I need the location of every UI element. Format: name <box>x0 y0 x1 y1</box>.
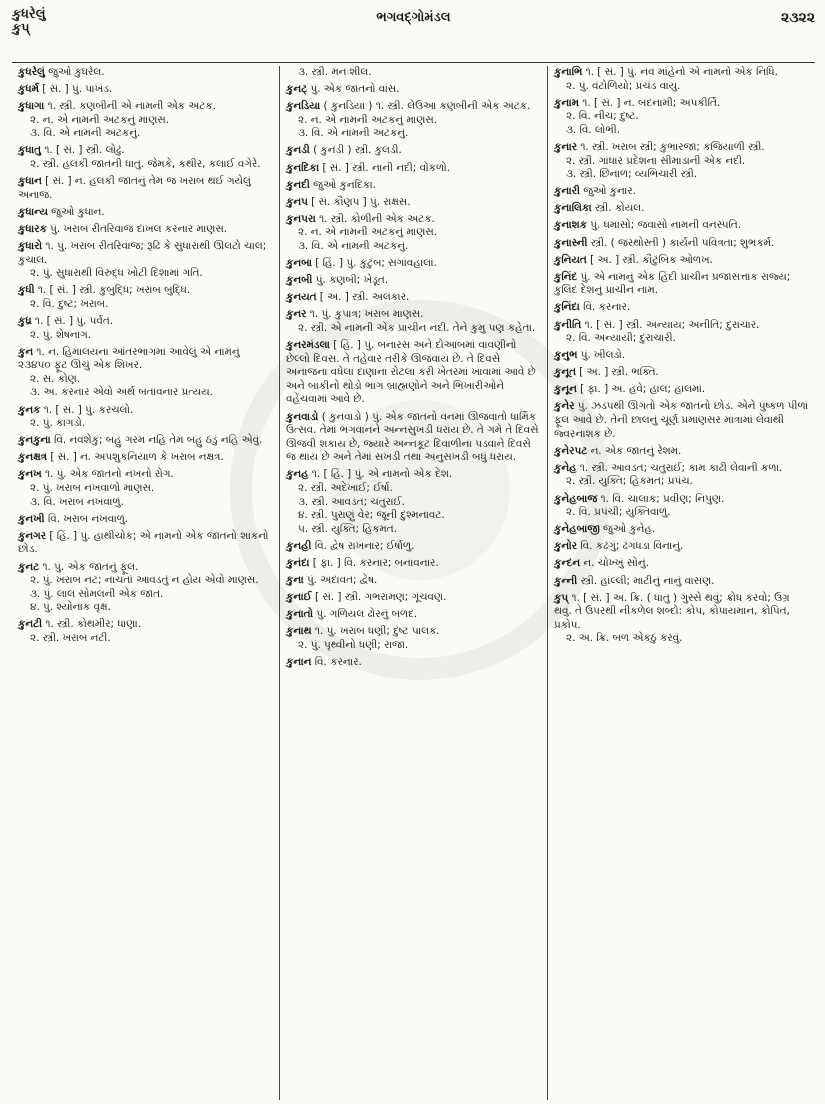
dictionary-entry <box>18 451 273 465</box>
headword: કુનાતો <box>286 608 314 621</box>
headword: કુનૂત <box>554 366 576 379</box>
headword: કુનરમંડલા <box>286 339 330 352</box>
headword: કુનેર <box>554 400 575 413</box>
dictionary-entry <box>18 100 273 141</box>
headword: કુનંદા <box>286 557 310 569</box>
headword: કુનાભિ <box>554 66 583 78</box>
headword: કુધરેલું <box>18 66 45 78</box>
dictionary-entry <box>18 561 273 615</box>
definition: ૧. સ્ત્રી. કણબીની એ નામની એક અટક. <box>47 100 216 113</box>
definition: ૧. [ હિં. ] પું. એ નામનો એક દેશ. <box>311 468 453 481</box>
headword: કુપ્ <box>554 591 569 604</box>
definition: ૧. પું. કુપાત્ર; ખરાબ માણસ. <box>309 308 424 321</box>
definition: ૧. પું. એક જાતનું ફૂલ. <box>42 560 139 573</box>
definition: [ અ. ] સ્ત્રી. ભક્તિ. <box>579 366 659 379</box>
definition: વિ. કરનાર. <box>583 301 631 314</box>
sub-definition: ૪. પું. શ્યોનાક વૃક્ષ. <box>30 601 111 614</box>
definition: જુઓ કુનેહ. <box>603 523 656 536</box>
dictionary-entry <box>554 97 809 138</box>
dictionary-entry <box>286 468 541 536</box>
dictionary-entry <box>286 591 541 605</box>
dictionary-entry <box>18 175 273 202</box>
sub-definition: ૨. પું. પૃથ્વીનો ધણી; રાજા. <box>298 638 409 651</box>
headword: કુનામ <box>554 96 579 109</box>
definition: ૧. [ સં. ] સ્ત્રી. કુબુદ્ધિ; ખરાબ બુદ્ધિ. <box>37 284 191 297</box>
headword: કુનૂન <box>554 383 577 396</box>
headword: કુનયત <box>286 291 317 304</box>
definition: પું. ઝડપથી ઊગતો એક જાતનો છોડ. એને પુષ્કળ પીળાં ફૂલ આવે છે. તેની છાલનું ચૂર્ણ પ્રમાણસર માત્રામાં લેવાથી જ્વરનાશક છે. <box>554 400 809 440</box>
headword: કુનાશક <box>554 219 587 232</box>
dictionary-entry <box>18 404 273 431</box>
dictionary-entry <box>554 254 809 268</box>
definition: પું. અદાવત; દ્વેષ. <box>306 574 378 587</box>
sub-definition: ૨. પું. ખરાબ નટ; નાચતાં આવડતું ન હોય એવો માણસ. <box>30 574 259 587</box>
sub-definition: ૨. સ. કોણ. <box>30 372 81 385</box>
dictionary-entry <box>286 274 541 288</box>
definition: [ અ. ] સ્ત્રી. કૌટુંબિક ઓળખ. <box>590 253 713 266</box>
headword: કુનેહબાજ <box>554 492 598 505</box>
definition: વિ. ખરાબ નખવાળું. <box>47 512 129 525</box>
column-1 <box>12 66 279 1100</box>
sub-definition: ૨. વિ. નીચ; દુષ્ટ. <box>566 110 639 123</box>
dictionary-entry <box>554 445 809 459</box>
headword: કુનિંદ <box>554 270 578 283</box>
headword: કુનોર <box>554 540 578 553</box>
dictionary-entry <box>18 144 273 171</box>
headword: કુધાન <box>18 175 42 188</box>
definition: ૧. [ સં. ] અ. ક્રિ. ( ધાતુ ) ગુસ્સે થવું; ક્રોધ કરવો; ઉગ્ર થવું. તે ઉપરથી નીકળેલ શબ્દો: કોપ, કોપાયમાન, કોપિત, પ્રકોપ. <box>554 591 790 631</box>
definition: સ્ત્રી. હાંલ્લી; માટીનું નાનું વાસણ. <box>580 574 715 587</box>
definition: ૧. સ્ત્રી. કોળીની એક અટક. <box>319 212 435 225</box>
sub-definition: ૩. વિ. ખરાબ નખવાળું. <box>30 495 124 508</box>
definition: [ સં. ] ન. હલકી જાતનું તેમ જ ખરાબ થઈ ગયેલું અનાજ. <box>18 175 251 201</box>
dictionary-entry <box>286 540 541 554</box>
definition: ૧. સ્ત્રી. ખરાબ સ્ત્રી; કુભારજા; કજિયાળી સ્ત્રી. <box>580 140 765 153</box>
headword: કુનેહબાજી <box>554 523 600 536</box>
dictionary-entry <box>18 206 273 220</box>
column-3 <box>547 66 815 1100</box>
definition: પું. ધમાસો; જવાસો નામની વનસ્પતિ. <box>590 219 742 232</box>
dictionary-entry <box>554 202 809 216</box>
dictionary-entry <box>18 223 273 237</box>
definition: ૧. ન. હિમાલયના આંતરભાગમાં આવેલું એ નામનું ૨૩૪૫૦ ફૂટ ઊંચું એક શિખર. <box>18 345 240 372</box>
sub-definition: ૨. પું. શેષનાગ. <box>30 328 92 341</box>
definition: વિ. કઢંગું; ઢંગધડા વિનાનું. <box>580 540 684 553</box>
sub-definition: ૩. વિ. એ નામની અટકનું. <box>298 127 409 140</box>
sub-definition: ૩. સ્ત્રી. છિનાળ; વ્યભિચારી સ્ત્રી. <box>566 168 698 181</box>
dictionary-entry <box>286 100 541 141</box>
headword: કુનક <box>18 403 41 416</box>
definition: પું. એક જાતનો વાંસ. <box>310 83 400 96</box>
dictionary-entry <box>554 400 809 441</box>
dictionary-entry <box>286 196 541 210</box>
definition: જુઓ કુધાન. <box>51 205 105 218</box>
headword: કુનહી <box>286 539 312 552</box>
headword: કુનુભ <box>554 349 578 362</box>
sub-definition: ૩. અ. કરનાર એવો અર્થ બતાવનાર પ્રત્યય. <box>30 386 213 399</box>
dictionary-entry <box>18 346 273 400</box>
definition: ૧. સ્ત્રી. કોથમીર; ધાણા. <box>45 618 142 631</box>
dictionary-entry <box>18 284 273 311</box>
dictionary-entry <box>554 349 809 363</box>
dictionary-entry <box>286 257 541 271</box>
headword: કુનેહ <box>554 461 577 474</box>
sub-definition: ૩. પું. લાલ સોમલની એક જાત. <box>30 587 164 600</box>
headword: કુનાર <box>554 140 577 153</box>
dictionary-entry <box>18 240 273 281</box>
definition: ૧. [ સં. ] સ્ત્રી. અન્યાય; અનીતિ; દુરાચાર. <box>584 318 760 331</box>
definition: પું. ગળિયલ ઢોરનું બળદ. <box>316 608 418 621</box>
definition: [ ફા. ] વિ. કરનાર; બનાવનાર. <box>312 557 439 569</box>
headword: કુનાન <box>286 656 312 669</box>
dictionary-entry <box>554 185 809 199</box>
headword: કુનાલિકા <box>554 202 592 215</box>
dictionary-entry <box>554 493 809 520</box>
headword: કુનીતિ <box>554 318 582 331</box>
sub-definition: ૨. પું. ખરાબ નખવાળો માણસ. <box>30 482 155 495</box>
headword: કુનારી <box>554 185 580 198</box>
definition: પું. ખીલડો. <box>580 349 626 362</box>
dictionary-entry <box>18 83 273 97</box>
page-title: ભગવદ્ગોમંડલ <box>376 10 451 25</box>
definition: ૧. સ્ત્રી. આવડત; ચતુરાઈ; કામ કાઢી લેવાની કળા. <box>579 461 783 474</box>
definition: વિ. કરનાર. <box>314 656 362 669</box>
dictionary-entry <box>18 513 273 527</box>
definition: ૧. [ સં. ] સ્ત્રી. લોઢું. <box>44 144 125 157</box>
dictionary-entry <box>286 308 541 335</box>
headword: કુનટ્ <box>286 83 308 96</box>
dictionary-entry <box>286 557 541 571</box>
dictionary-entry <box>18 530 273 557</box>
dictionary-entry <box>554 540 809 554</box>
dictionary-entry <box>286 213 541 254</box>
definition: સ્ત્રી. કોયલ. <box>595 202 645 215</box>
headword: કુનિંદા <box>554 301 580 314</box>
guide-word-top: કુધરેલું <box>12 7 46 22</box>
dictionary-entry <box>554 319 809 346</box>
definition: [ અ. ] સ્ત્રી. અલંકાર. <box>319 291 410 304</box>
headword: કુનિયત <box>554 253 587 266</box>
definition: ન. ચોખ્ખું સોનું. <box>583 557 649 570</box>
definition: ૧. પું. એક જાતનો નખનો રોગ. <box>44 468 174 481</box>
headword: કુનદી <box>286 178 310 191</box>
sub-definition: ૨. ન. એ નામની અટકનું માણસ. <box>298 113 438 126</box>
headword: કુધાતુ <box>18 144 42 157</box>
dictionary-entry <box>18 434 273 448</box>
guide-word-bottom: કુપ્ <box>12 21 30 36</box>
dictionary-entry <box>286 144 541 158</box>
headword: કુન્ની <box>554 574 578 587</box>
column-2 <box>279 66 547 1100</box>
sub-definition: ૩. વિ. એ નામની અટકનું. <box>30 127 141 140</box>
definition: પું. એ નામનું એક હિંદી પ્રાચીન પ્રજાસત્તાક રાજ્ય; કુલિંદ દેશનું પ્રાચીન નામ. <box>554 270 791 297</box>
page-number: ૨૩૨૨ <box>781 10 815 26</box>
definition: જુઓ કુધરેલ. <box>48 66 105 78</box>
definition: [ સં. ] સ્ત્રી. ગભરામણ; ગૂંચવણ. <box>314 591 447 604</box>
headword: કુનગર <box>18 529 47 542</box>
headword: કુનપરા <box>286 212 316 225</box>
definition: પું. ખરાબ રીતરિવાજ દાખલ કરનાર માણસ. <box>50 222 228 235</box>
sub-definition: ૨. ન. એ નામની અટકનું માણસ. <box>298 226 438 239</box>
definition: [ સં. ] પું. પાખંડ. <box>42 83 113 96</box>
headword: કુધાન્ય <box>18 205 48 218</box>
definition: [ ફા. ] અ. હવે; હાલ; હાલમાં. <box>580 383 706 396</box>
definition: જુઓ કુનાર. <box>583 185 636 198</box>
dictionary-entry <box>18 315 273 342</box>
headword: કુનખી <box>18 512 45 525</box>
dictionary-entry <box>554 575 809 589</box>
dictionary-entry <box>554 301 809 315</box>
definition: સ્ત્રી. ( જરથોસ્તી ) કાર્યની પવિત્રતા; શુભકર્મ. <box>590 236 775 249</box>
headword: કુધી <box>18 284 35 297</box>
definition: ( કુનવાડો ) પું. એક જાતનો વનમાં ઊજવાતો ધાર્મિક ઉત્સવ. તેમાં ભગવાનને અન્નસુખડી ધરાય છે. તે ગમે તે દિવસે ઊજવી શકાય છે, જ્યારે અન્નકૂટ દિવાળીના પડવાને દિવસે જ થાય છે અને તેમાં સખડી તથા અનુસખડી બધું ધરાય. <box>286 410 539 464</box>
dictionary-entry <box>554 219 809 233</box>
headword: કુના <box>286 574 304 587</box>
definition: [ સં. કૌણપ ] પું. રાક્ષસ. <box>311 195 411 208</box>
definition: ( કુનડિયા ) ૧. સ્ત્રી. લેઉઆ કણબીની એક અટક. <box>323 100 531 113</box>
headword: કુન <box>18 345 34 358</box>
dictionary-entry <box>286 656 541 670</box>
headword: કુનેરપટ <box>554 444 588 457</box>
definition: વિ. દ્વેષ રાખનાર; ઈર્ષાળુ. <box>314 539 415 552</box>
dictionary-entry <box>286 574 541 588</box>
headword: કુનવાડો <box>286 410 319 423</box>
dictionary-entry <box>554 271 809 298</box>
headword: કુનખ <box>18 468 42 481</box>
definition: [ હિં. ] પું. બનારસ અને દોઆબમાં વાવણીનો છેલ્લો દિવસ. તે તહેવાર તરીકે ઊજવાય છે. તે દિવસે અનાજના વધેલા દાણાના રોટલા કરી ખેતરમાં ખાવામાં આવે છે અને બાકીનો થોડો ભાગ બ્રાહ્મણોને અને ભિખારીઓને વહેંચવામાં આવે છે. <box>286 339 536 406</box>
page-header <box>12 8 815 34</box>
sub-definition: ૨. સ્ત્રી. એ નામની એક પ્રાચીન નદી. તેને કુમુ પણ કહેતા. <box>298 322 536 334</box>
definition: પું. કણબી; ખેડૂત. <box>315 274 389 287</box>
definition: ૧. [ સં. ] પું. કરચલો. <box>43 403 134 416</box>
dictionary-entry <box>18 66 273 80</box>
dictionary-columns <box>12 66 815 1100</box>
dictionary-entry <box>554 523 809 537</box>
dictionary-entry <box>286 625 541 652</box>
headword: કુનદિકા <box>286 161 320 174</box>
sub-definition: ૨. વિ. દુષ્ટ; ખરાબ. <box>30 297 109 310</box>
sub-definition: ૩. વિ. લોભી. <box>566 123 620 136</box>
definition: ન. એક જાતનું રેશમ. <box>590 444 682 457</box>
sub-definition: ૨. સ્ત્રી. યુક્તિ; હિકમત; પ્રપંચ. <box>566 475 693 488</box>
sub-definition: ૨. સ્ત્રી. અદેખાઈ; ઈર્ષા. <box>298 482 393 495</box>
definition: ૧. [ સં. ] પું. નવ માંહેનો એ નામનો એક નિધિ. <box>585 66 778 78</box>
headword: કુધ્ર <box>18 315 32 327</box>
headword: કુધાગા <box>18 100 45 113</box>
headword: કુનપ <box>286 195 308 208</box>
dictionary-entry <box>554 592 809 646</box>
headword: કુન્દન <box>554 557 581 570</box>
dictionary-entry <box>554 383 809 397</box>
dictionary-entry <box>18 618 273 645</box>
definition: ૧. પું. ખરાબ રીતરિવાજ; રૂઢિ કે સુધારાથી ઊલટો ચાલ; કુચાલ. <box>18 240 267 266</box>
sub-definition: ૨. સ્ત્રી. ખરાબ નટી. <box>30 631 111 644</box>
definition: [ સં. ] ન. અપશુકનિયાળ કે ખરાબ નક્ષત્ર. <box>50 451 224 464</box>
sub-definition: ૨. સ્ત્રી. હલકી જાતની ધાતુ. જેમકે, કથીર, કલાઈ વગેરે. <box>30 158 261 171</box>
headword: કુનાઈ <box>286 591 312 604</box>
sub-definition: ૨. ન. એ નામની અટકનું માણસ. <box>30 113 170 126</box>
dictionary-entry <box>286 66 541 80</box>
dictionary-entry <box>554 557 809 571</box>
sub-definition: ૨. પું. કાગડો. <box>30 417 86 430</box>
dictionary-entry <box>554 462 809 489</box>
sub-definition: ૨. અ. ક્રિ. બળ એકઠું કરવું. <box>566 632 683 645</box>
definition: ૧. [ સં. ] ન. બદનામી; અપકીર્તિ. <box>582 96 721 109</box>
header-rule <box>12 62 815 63</box>
headword: કુધારક <box>18 222 47 235</box>
sub-definition: ૨. વિ. પ્રપંચી; યુક્તિવાળું. <box>566 506 671 519</box>
sub-definition: ૩. વિ. એ નામની અટકનું. <box>298 240 409 253</box>
sub-definition: ૨. વિ. અન્યાયી; દુરાચારી. <box>566 332 676 345</box>
sub-definition: ૨. સ્ત્રી. ગાંધાર પ્રદેશના સીમાડાની એક નદી. <box>566 154 746 167</box>
sub-definition: ૫. સ્ત્રી. યુક્તિ; હિકમત. <box>298 522 397 535</box>
headword: કુધર્મ <box>18 83 39 96</box>
headword: કુધારો <box>18 240 43 253</box>
definition: જુઓ કુનદિકા. <box>313 178 376 191</box>
dictionary-entry <box>554 66 809 93</box>
sub-definition: ૪. સ્ત્રી. પુરાણું વેર; જૂની દુશ્મનાવટ. <box>298 509 445 522</box>
headword: કુનાથ <box>286 625 312 638</box>
headword: કુનડી <box>286 144 310 157</box>
sub-definition: ૩. સ્ત્રી. મનઃશીલ. <box>298 66 372 78</box>
headword: કુનટ <box>18 560 40 573</box>
definition: ૧. વિ. ચાલાક; પ્રવીણ; નિપુણ. <box>600 492 725 505</box>
headword: કુનબી <box>286 274 313 287</box>
definition: વિ. નવશેકું; બહુ ગરમ નહિ તેમ બહુ ઠંડું નહિ એવું. <box>54 434 263 447</box>
definition: [ હિં. ] પું. કુટુંબ; સગાંવહાલાં. <box>315 257 437 270</box>
headword: કુનબા <box>286 257 312 270</box>
dictionary-entry <box>554 237 809 251</box>
headword: કુનહ <box>286 468 309 481</box>
headword: કુનક્ષત્ર <box>18 451 48 464</box>
headword: કુનાસ્ની <box>554 236 588 249</box>
dictionary-entry <box>554 366 809 380</box>
sub-definition: ૩. સ્ત્રી. આવડત; ચતુરાઈ. <box>298 495 405 508</box>
headword: કુનકુના <box>18 434 51 447</box>
dictionary-entry <box>286 411 541 465</box>
sub-definition: ૨. પું. સુધારાથી વિરુદ્ધ ખોટી દિશામાં ગતિ. <box>30 267 203 280</box>
definition: ( કુનડી ) સ્ત્રી. કુલડી. <box>313 144 402 157</box>
definition: [ સં. ] સ્ત્રી. નાની નદી; વોંકળો. <box>322 161 451 174</box>
headword: કુનટી <box>18 618 43 631</box>
definition: ૧. [ સં. ] પું. પર્વત. <box>34 315 114 327</box>
dictionary-entry <box>286 608 541 622</box>
definition: [ હિં. ] પું. હાથીચોક; એ નામનો એક જાતનો શાકનો છોડ. <box>18 529 269 556</box>
headword: કુનડિયા <box>286 100 321 113</box>
dictionary-entry <box>286 291 541 305</box>
dictionary-entry <box>286 179 541 193</box>
dictionary-entry <box>18 468 273 509</box>
dictionary-entry <box>286 162 541 176</box>
headword: કુનર <box>286 308 307 321</box>
definition: ૧. પું. ખરાબ ધણી; દુષ્ટ પાલક. <box>314 625 440 638</box>
dictionary-entry <box>554 141 809 182</box>
dictionary-entry <box>286 83 541 97</box>
dictionary-entry <box>286 339 541 407</box>
sub-definition: ૨. પું. વંટોળિયો; પ્રચંડ વાયુ. <box>566 79 681 92</box>
